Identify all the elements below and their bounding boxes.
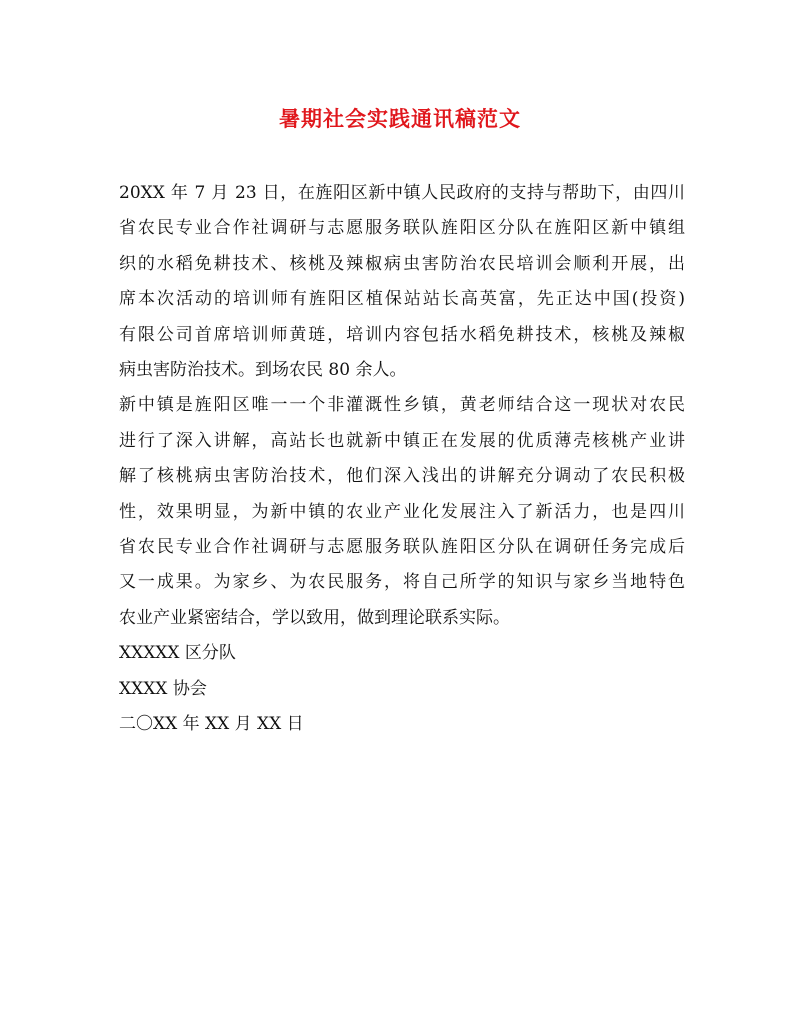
document-body bbox=[119, 176, 685, 743]
paragraph-line: 省农民专业合作社调研与志愿服务联队旌阳区分队在调研任务完成后 bbox=[119, 537, 685, 558]
paragraph-line: 进行了深入讲解，高站长也就新中镇正在发展的优质薄壳核桃产业讲 bbox=[119, 430, 685, 451]
paragraph-line: 又一成果。为家乡、为农民服务，将自己所学的知识与家乡当地特色 bbox=[119, 572, 685, 593]
paragraph-line: 性，效果明显，为新中镇的农业产业化发展注入了新活力，也是四川 bbox=[119, 501, 685, 522]
paragraph-line: 席本次活动的培训师有旌阳区植保站站长高英富，先正达中国(投资) bbox=[119, 289, 685, 310]
paragraph-line: 有限公司首席培训师黄琏，培训内容包括水稻免耕技术，核桃及辣椒 bbox=[119, 324, 685, 345]
paragraph-1 bbox=[119, 176, 685, 388]
paragraph-line: 农业产业紧密结合，学以致用，做到理论联系实际。 bbox=[119, 607, 510, 628]
paragraph-line: 解了核桃病虫害防治技术，他们深入浅出的讲解充分调动了农民积极 bbox=[119, 466, 685, 487]
signature-org-1: XXXXX 区分队 bbox=[119, 643, 236, 664]
paragraph-line: 20XX 年 7 月 23 日，在旌阳区新中镇人民政府的支持与帮助下，由四川 bbox=[119, 183, 685, 203]
paragraph-line: 织的水稻免耕技术、核桃及辣椒病虫害防治农民培训会顺利开展，出 bbox=[119, 253, 685, 274]
document-title: 暑期社会实践通讯稿范文 bbox=[279, 106, 521, 131]
paragraph-line: 病虫害防治技术。到场农民 80 余人。 bbox=[119, 360, 407, 381]
paragraph-2 bbox=[119, 388, 685, 636]
paragraph-line: 省农民专业合作社调研与志愿服务联队旌阳区分队在旌阳区新中镇组 bbox=[119, 218, 685, 239]
signature-date: 二〇XX 年 XX 月 XX 日 bbox=[119, 714, 304, 735]
paragraph-line: 新中镇是旌阳区唯一一个非灌溉性乡镇，黄老师结合这一现状对农民 bbox=[119, 395, 685, 416]
signature-org-2: XXXX 协会 bbox=[119, 678, 207, 699]
